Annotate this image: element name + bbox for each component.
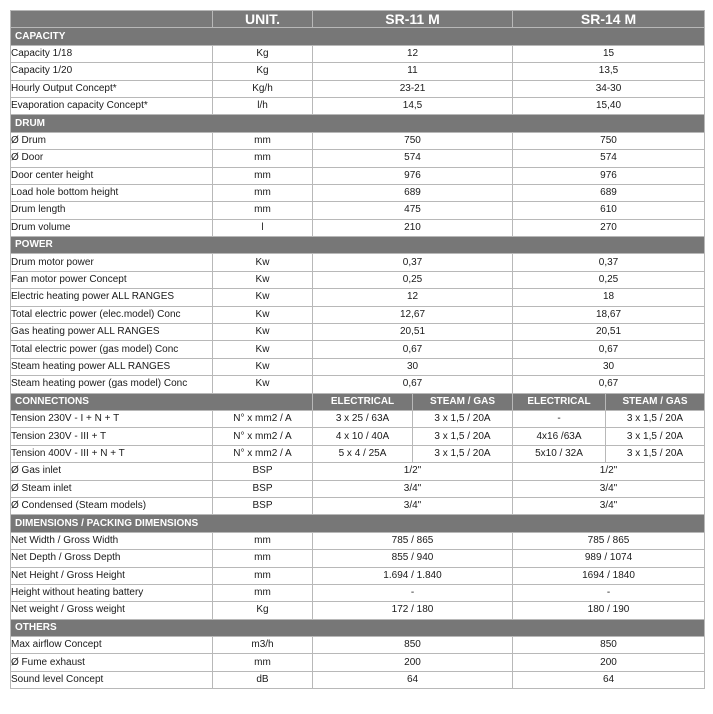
table-row (11, 567, 705, 584)
row-label: Ø Door (11, 150, 213, 167)
row-unit: Kw (213, 358, 313, 375)
row-unit: m3/h (213, 637, 313, 654)
value-sr11m: - (313, 584, 513, 601)
value-sr11m: 0,67 (313, 341, 513, 358)
row-unit: Kw (213, 254, 313, 271)
value-sr14m: 689 (513, 184, 705, 201)
value-sr14m: 989 / 1074 (513, 550, 705, 567)
value-sr11m: 574 (313, 150, 513, 167)
table-row (11, 463, 705, 480)
row-label: Tension 400V - III + N + T (11, 445, 213, 462)
value-sr11m: 855 / 940 (313, 550, 513, 567)
row-unit: mm (213, 202, 313, 219)
value-sr11m: 0,25 (313, 271, 513, 288)
row-unit: N° x mm2 / A (213, 445, 313, 462)
row-unit: mm (213, 184, 313, 201)
value-sr14m: 15,40 (513, 97, 705, 114)
table-row (11, 271, 705, 288)
table-row (11, 45, 705, 62)
header-blank (11, 11, 213, 28)
row-label: Gas heating power ALL RANGES (11, 324, 213, 341)
row-label: Evaporation capacity Concept* (11, 97, 213, 114)
value-sr11m: 210 (313, 219, 513, 236)
value-sr14m: 3/4" (513, 480, 705, 497)
row-label: Tension 230V - I + N + T (11, 410, 213, 427)
table-row (11, 550, 705, 567)
value-sr11m: 14,5 (313, 97, 513, 114)
value-electrical-sr11m: 5 x 4 / 25A (313, 445, 413, 462)
table-row (11, 358, 705, 375)
value-steam-gas-sr11m: 3 x 1,5 / 20A (413, 445, 513, 462)
value-sr11m: 689 (313, 184, 513, 201)
row-label: Capacity 1/20 (11, 63, 213, 80)
row-unit: BSP (213, 463, 313, 480)
value-sr14m: 18 (513, 289, 705, 306)
spec-table (10, 10, 705, 689)
table-row (11, 167, 705, 184)
row-label: Load hole bottom height (11, 184, 213, 201)
table-row (11, 150, 705, 167)
row-label: Drum length (11, 202, 213, 219)
value-sr11m: 23-21 (313, 80, 513, 97)
table-row (11, 80, 705, 97)
row-label: Net Height / Gross Height (11, 567, 213, 584)
row-unit: mm (213, 567, 313, 584)
value-sr14m: 18,67 (513, 306, 705, 323)
table-row (11, 445, 705, 462)
row-unit: mm (213, 654, 313, 671)
row-label: Tension 230V - III + T (11, 428, 213, 445)
row-label: Drum volume (11, 219, 213, 236)
value-sr14m: 0,25 (513, 271, 705, 288)
table-row (11, 532, 705, 549)
value-sr14m: 34-30 (513, 80, 705, 97)
value-sr11m: 20,51 (313, 324, 513, 341)
row-unit: Kg/h (213, 80, 313, 97)
value-sr11m: 200 (313, 654, 513, 671)
table-row (11, 219, 705, 236)
section-title: DIMENSIONS / PACKING DIMENSIONS (11, 515, 705, 532)
table-row (11, 132, 705, 149)
section-drum (11, 115, 705, 132)
value-sr14m: 0,67 (513, 376, 705, 393)
section-title: CAPACITY (11, 28, 705, 45)
row-unit: l/h (213, 97, 313, 114)
value-electrical-sr14m: - (513, 410, 606, 427)
table-row (11, 341, 705, 358)
section-dimensions-packing-dimensions (11, 515, 705, 532)
row-unit: BSP (213, 480, 313, 497)
table-row (11, 480, 705, 497)
value-sr11m: 30 (313, 358, 513, 375)
value-sr11m: 475 (313, 202, 513, 219)
value-sr14m: 0,67 (513, 341, 705, 358)
value-sr14m: 750 (513, 132, 705, 149)
row-label: Steam heating power (gas model) Conc (11, 376, 213, 393)
table-row (11, 671, 705, 688)
value-sr11m: 1.694 / 1.840 (313, 567, 513, 584)
row-label: Max airflow Concept (11, 637, 213, 654)
row-unit: Kg (213, 45, 313, 62)
value-sr14m: - (513, 584, 705, 601)
row-label: Net Depth / Gross Depth (11, 550, 213, 567)
row-label: Electric heating power ALL RANGES (11, 289, 213, 306)
subheader-electrical-sr14m: ELECTRICAL (513, 393, 606, 410)
value-sr11m: 3/4" (313, 480, 513, 497)
row-unit: Kg (213, 63, 313, 80)
table-row (11, 410, 705, 427)
row-unit: mm (213, 584, 313, 601)
value-sr14m: 785 / 865 (513, 532, 705, 549)
value-sr14m: 1694 / 1840 (513, 567, 705, 584)
subheader-steam-gas-sr11m: STEAM / GAS (413, 393, 513, 410)
row-unit: mm (213, 167, 313, 184)
section-title: CONNECTIONS (11, 393, 313, 410)
row-unit: N° x mm2 / A (213, 410, 313, 427)
table-row (11, 376, 705, 393)
row-label: Door center height (11, 167, 213, 184)
value-sr14m: 64 (513, 671, 705, 688)
value-sr14m: 1/2" (513, 463, 705, 480)
row-label: Total electric power (gas model) Conc (11, 341, 213, 358)
value-sr11m: 750 (313, 132, 513, 149)
value-sr14m: 20,51 (513, 324, 705, 341)
value-sr11m: 64 (313, 671, 513, 688)
row-unit: Kw (213, 289, 313, 306)
value-sr11m: 12,67 (313, 306, 513, 323)
value-sr11m: 0,67 (313, 376, 513, 393)
value-sr14m: 180 / 190 (513, 602, 705, 619)
row-unit: N° x mm2 / A (213, 428, 313, 445)
value-sr14m: 0,37 (513, 254, 705, 271)
row-unit: Kw (213, 376, 313, 393)
value-electrical-sr14m: 4x16 /63A (513, 428, 606, 445)
header-unit: UNIT. (213, 11, 313, 28)
section-title: POWER (11, 237, 705, 254)
value-electrical-sr11m: 3 x 25 / 63A (313, 410, 413, 427)
value-sr14m: 15 (513, 45, 705, 62)
value-sr11m: 785 / 865 (313, 532, 513, 549)
row-unit: mm (213, 532, 313, 549)
table-row (11, 97, 705, 114)
section-others (11, 619, 705, 636)
row-label: Steam heating power ALL RANGES (11, 358, 213, 375)
row-unit: mm (213, 550, 313, 567)
value-electrical-sr14m: 5x10 / 32A (513, 445, 606, 462)
value-sr11m: 3/4" (313, 497, 513, 514)
section-connections (11, 393, 705, 410)
table-row (11, 324, 705, 341)
section-power (11, 237, 705, 254)
table-row (11, 654, 705, 671)
row-unit: Kw (213, 324, 313, 341)
header-row (11, 11, 705, 28)
row-unit: Kw (213, 341, 313, 358)
row-label: Sound level Concept (11, 671, 213, 688)
value-electrical-sr11m: 4 x 10 / 40A (313, 428, 413, 445)
value-sr14m: 30 (513, 358, 705, 375)
header-model-sr14m: SR-14 M (513, 11, 705, 28)
row-unit: mm (213, 132, 313, 149)
table-row (11, 637, 705, 654)
row-label: Ø Drum (11, 132, 213, 149)
table-row (11, 428, 705, 445)
value-sr11m: 0,37 (313, 254, 513, 271)
header-model-sr11m: SR-11 M (313, 11, 513, 28)
row-label: Fan motor power Concept (11, 271, 213, 288)
value-sr14m: 270 (513, 219, 705, 236)
table-row (11, 202, 705, 219)
value-sr11m: 11 (313, 63, 513, 80)
row-unit: l (213, 219, 313, 236)
value-steam-gas-sr14m: 3 x 1,5 / 20A (606, 410, 705, 427)
table-row (11, 254, 705, 271)
value-sr14m: 574 (513, 150, 705, 167)
value-steam-gas-sr11m: 3 x 1,5 / 20A (413, 428, 513, 445)
row-unit: Kw (213, 306, 313, 323)
value-sr11m: 12 (313, 289, 513, 306)
value-sr14m: 13,5 (513, 63, 705, 80)
row-label: Drum motor power (11, 254, 213, 271)
value-steam-gas-sr11m: 3 x 1,5 / 20A (413, 410, 513, 427)
value-sr11m: 172 / 180 (313, 602, 513, 619)
row-unit: BSP (213, 497, 313, 514)
table-row (11, 584, 705, 601)
row-label: Ø Steam inlet (11, 480, 213, 497)
value-sr14m: 850 (513, 637, 705, 654)
row-unit: mm (213, 150, 313, 167)
table-row (11, 497, 705, 514)
value-sr14m: 3/4" (513, 497, 705, 514)
row-label: Capacity 1/18 (11, 45, 213, 62)
row-label: Height without heating battery (11, 584, 213, 601)
value-sr11m: 1/2" (313, 463, 513, 480)
section-title: DRUM (11, 115, 705, 132)
value-sr11m: 976 (313, 167, 513, 184)
subheader-steam-gas-sr14m: STEAM / GAS (606, 393, 705, 410)
table-row (11, 289, 705, 306)
row-label: Net Width / Gross Width (11, 532, 213, 549)
row-label: Hourly Output Concept* (11, 80, 213, 97)
row-label: Ø Fume exhaust (11, 654, 213, 671)
row-label: Ø Gas inlet (11, 463, 213, 480)
row-unit: dB (213, 671, 313, 688)
table-row (11, 602, 705, 619)
table-row (11, 306, 705, 323)
table-row (11, 63, 705, 80)
subheader-electrical-sr11m: ELECTRICAL (313, 393, 413, 410)
row-unit: Kg (213, 602, 313, 619)
value-sr14m: 200 (513, 654, 705, 671)
table-row (11, 184, 705, 201)
value-sr11m: 12 (313, 45, 513, 62)
value-steam-gas-sr14m: 3 x 1,5 / 20A (606, 428, 705, 445)
section-title: OTHERS (11, 619, 705, 636)
value-sr11m: 850 (313, 637, 513, 654)
section-capacity (11, 28, 705, 45)
row-label: Total electric power (elec.model) Conc (11, 306, 213, 323)
value-sr14m: 976 (513, 167, 705, 184)
value-sr14m: 610 (513, 202, 705, 219)
row-unit: Kw (213, 271, 313, 288)
row-label: Net weight / Gross weight (11, 602, 213, 619)
row-label: Ø Condensed (Steam models) (11, 497, 213, 514)
value-steam-gas-sr14m: 3 x 1,5 / 20A (606, 445, 705, 462)
